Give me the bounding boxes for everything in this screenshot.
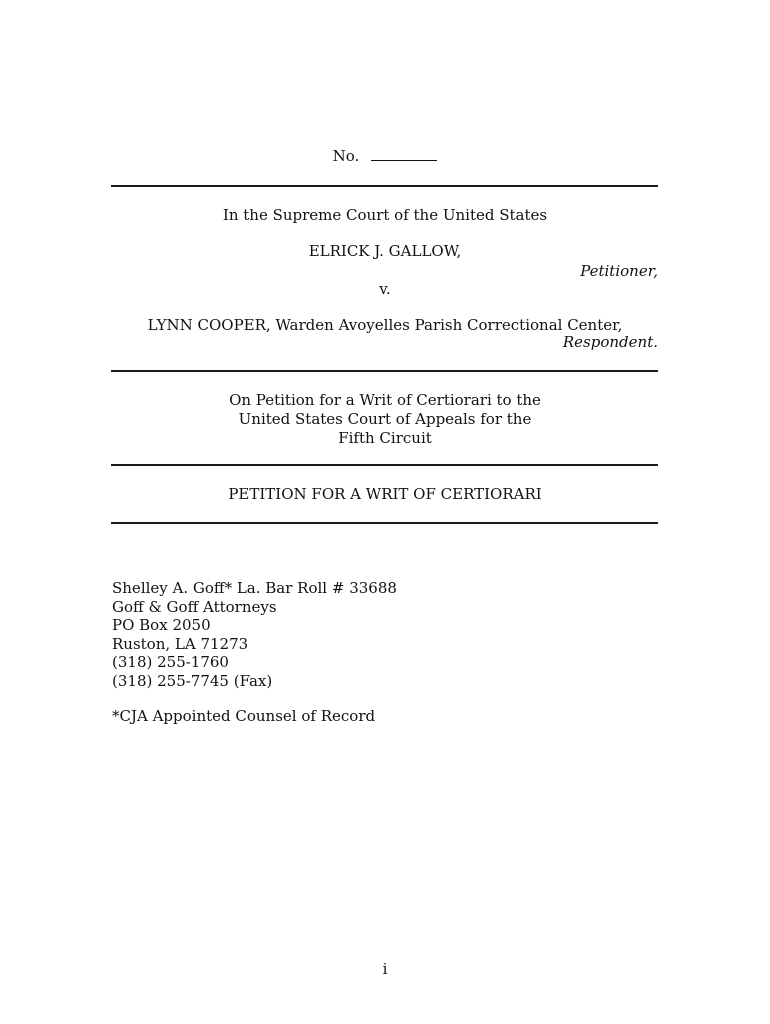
docket-number-blank [371,147,437,161]
counsel-city-state-zip: Ruston, LA 71273 [112,635,249,653]
respondent-role: Respondent. [562,333,658,351]
counsel-po-box: PO Box 2050 [112,616,211,634]
petition-on-line-1: On Petition for a Writ of Certiorari to the [229,391,541,409]
divider-rule-2 [111,370,658,372]
docket-number-line [0,147,770,165]
versus-label: v. [379,280,391,298]
court-name: In the Supreme Court of the United States [222,206,548,224]
divider-rule-3 [111,464,658,466]
divider-rule-4 [111,522,658,524]
counsel-firm: Goff & Goff Attorneys [112,598,277,616]
counsel-phone: (318) 255-1760 [112,653,229,671]
petitioner-role: Petitioner, [580,262,658,280]
document-title: PETITION FOR A WRIT OF CERTIORARI [228,485,542,503]
page-number: i [382,960,388,978]
petitioner-name: ELRICK J. GALLOW, [308,242,462,260]
counsel-fax: (318) 255-7745 (Fax) [112,672,273,690]
respondent-name: LYNN COOPER, Warden Avoyelles Parish Correctional Center, [147,316,623,334]
counsel-appointment-note: *CJA Appointed Counsel of Record [112,707,376,725]
divider-rule-1 [111,185,658,187]
petition-on-line-3: Fifth Circuit [338,429,432,447]
docket-number-label: No. [332,147,360,165]
counsel-name-line: Shelley A. Goff* La. Bar Roll # 33688 [112,579,397,597]
petition-on-line-2: United States Court of Appeals for the [238,410,532,428]
